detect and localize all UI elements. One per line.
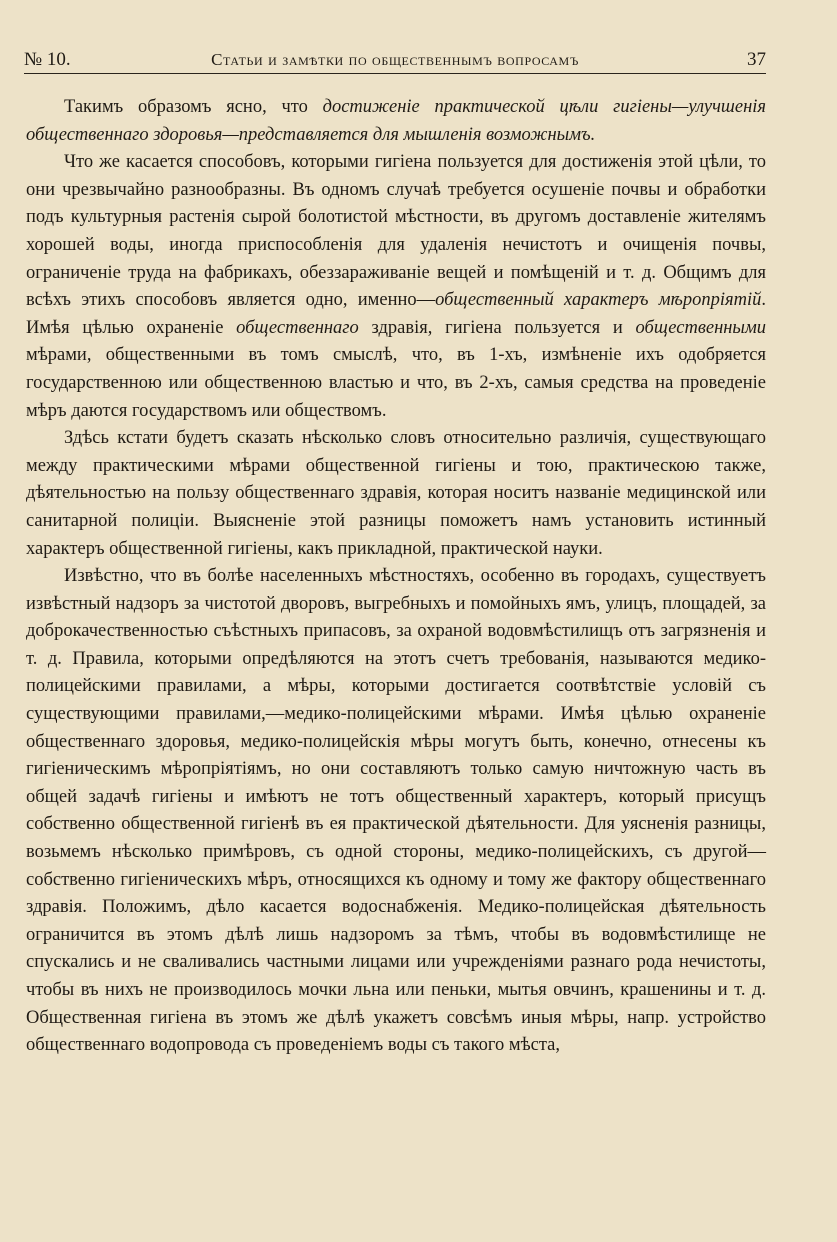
paragraph-2-text-d: мѣрами, общественными въ томъ смыслѣ, что, въ 1-хъ, измѣненіе ихъ одобряется государственною или общественною властью и что, въ 2-хъ, самыя средства на проведеніе мѣръ даются государствомъ или обществомъ. [26,345,766,421]
running-header [24,46,766,74]
paragraph-2-italic-a: общественный характеръ мѣропріятій [435,290,762,311]
page-number: 37 [747,49,766,70]
paragraph-1-italic: достиженіе практической цѣли гигіены—улучшенія общественнаго здоровья—представляется для мышленія возможнымъ. [26,97,766,145]
paragraph-2 [26,149,766,425]
paragraph-2-text-a: Что же касается способовъ, которыми гигіена пользуется для достиженія этой цѣли, то они чрезвычайно разнообразны. Въ одномъ случаѣ требуется осушеніе почвы и обработки подъ культурныя растенія сырой болотистой мѣстности, въ другомъ доставленіе жителямъ хорошей воды, иногда приспособленія для удаленія нечистотъ и очищенія почвы, ограниченіе труда на фабрикахъ, обеззараживаніе вещей и помѣщеній и т. д. Общимъ для всѣхъ этихъ способовъ является одно, именно— [26,152,766,311]
paragraph-1 [26,94,766,149]
paragraph-2-italic-b: общественнаго [236,317,359,338]
paragraph-4-text: Извѣстно, что въ болѣе населенныхъ мѣстностяхъ, особенно въ городахъ, существуетъ извѣстный надзоръ за чистотой дворовъ, выгребныхъ и помойныхъ ямъ, улицъ, площадей, за доброкачественностью съѣстныхъ припасовъ, за охраной водовмѣстилищъ отъ загрязненія и т. д. Правила, которыми опредѣляются на этотъ счетъ требованія, называются медико-полицейскими правилами, а мѣры, которыми достигается соотвѣтствіе условій съ существующими правилами,—медико-полицейскими мѣрами. Имѣя цѣлью охраненіе общественнаго здоровья, медико-полицейскія мѣры могутъ быть, конечно, отнесены къ гигіеническимъ мѣропріятіямъ, но они составляютъ только самую ничтожную часть въ общей задачѣ гигіены и имѣютъ не тотъ общественный характеръ, который присущъ собственно общественной гигіенѣ въ ея практической дѣятельности. Для уясненія разницы, возьмемъ нѣсколько примѣровъ, съ одной стороны, медико-полицейскихъ, съ другой—собственно гигіеническихъ мѣръ, относящихся къ одному и тому же фактору общественнаго здравія. Положимъ, дѣло касается водоснабженія. Медико-полицейская дѣятельность ограничится въ этомъ дѣлѣ лишь надзоромъ за тѣмъ, чтобы въ водовмѣстилище не спускались и не сваливались частными лицами или учрежденіями разнаго рода нечистоты, чтобы въ нихъ не производилось мочки льна или пеньки, мытья овчинъ, крашенины и т. д. Общественная гигіена въ этомъ же дѣлѣ укажетъ совсѣмъ иныя мѣры, напр. устройство общественнаго водопровода съ проведеніемъ воды съ такого мѣста, [26,566,766,1056]
paragraph-1-text: Такимъ образомъ ясно, что [64,97,323,117]
paragraph-2-text-b: . Имѣя цѣлью охраненіе [26,290,767,338]
paragraph-2-italic-c: общественными [635,317,767,338]
article-body [26,94,766,1060]
paragraph-3 [26,425,766,563]
paragraph-2-text-c: здравія, гигіена пользуется и [358,317,636,338]
running-title: Статьи и замѣтки по общественнымъ вопросамъ [211,50,579,69]
paragraph-3-text: Здѣсь кстати будетъ сказать нѣсколько словъ относительно различія, существующаго между практическими мѣрами общественной гигіены и тою, практическою также, дѣятельностью на пользу общественнаго здравія, которая носитъ названіе медицинской или санитарной полиціи. Выясненіе этой разницы поможетъ намъ установить истинный характеръ общественной гигіены, какъ прикладной, практической науки. [26,428,766,559]
paragraph-4 [26,563,766,1060]
header-rule [24,73,766,74]
issue-number: № 10. [24,49,71,70]
